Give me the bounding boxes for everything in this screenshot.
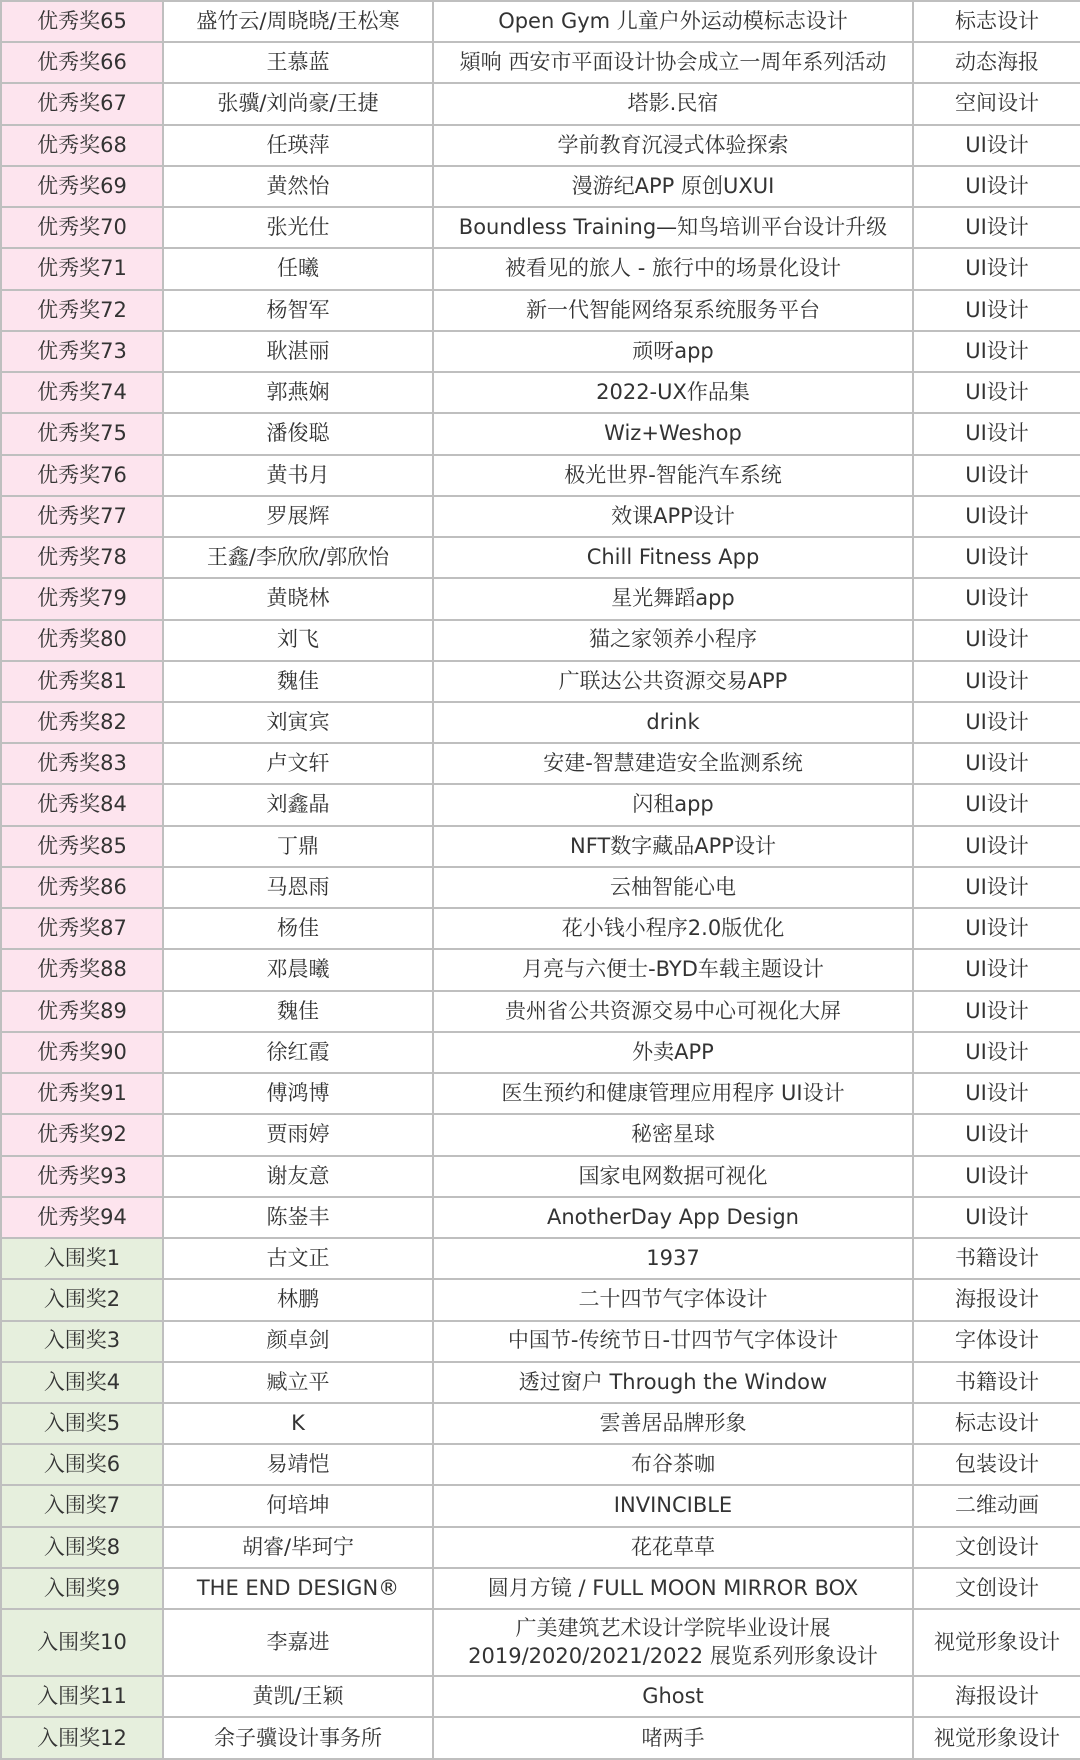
author-cell: 魏佳 xyxy=(163,991,433,1032)
table-row xyxy=(1,949,1080,990)
author-cell: 徐红霞 xyxy=(163,1032,433,1073)
category-cell: UI设计 xyxy=(913,1073,1080,1114)
category-cell: UI设计 xyxy=(913,702,1080,743)
work-title-cell: AnotherDay App Design xyxy=(433,1197,913,1238)
work-title-cell: 花花草草 xyxy=(433,1527,913,1568)
table-row xyxy=(1,1114,1080,1155)
table-row xyxy=(1,702,1080,743)
category-cell: 海报设计 xyxy=(913,1279,1080,1320)
category-cell: 动态海报 xyxy=(913,42,1080,83)
category-cell: UI设计 xyxy=(913,620,1080,661)
work-title-cell: 月亮与六便士-BYD车载主题设计 xyxy=(433,949,913,990)
category-cell: UI设计 xyxy=(913,1197,1080,1238)
table-row xyxy=(1,455,1080,496)
category-cell: 书籍设计 xyxy=(913,1238,1080,1279)
category-cell: UI设计 xyxy=(913,991,1080,1032)
table-row xyxy=(1,1485,1080,1526)
author-cell: 刘鑫晶 xyxy=(163,784,433,825)
author-cell: 王鑫/李欣欣/郭欣怡 xyxy=(163,537,433,578)
author-cell: 易靖恺 xyxy=(163,1444,433,1485)
award-cell: 优秀奖86 xyxy=(1,867,163,908)
category-cell: UI设计 xyxy=(913,1156,1080,1197)
award-cell: 优秀奖77 xyxy=(1,496,163,537)
author-cell: 盛竹云/周晓晓/王松寒 xyxy=(163,1,433,42)
category-cell: UI设计 xyxy=(913,496,1080,537)
work-title-cell: 圆月方镜 / FULL MOON MIRROR BOX xyxy=(433,1568,913,1609)
author-cell: 郭燕娴 xyxy=(163,372,433,413)
work-title-cell: 塔影.民宿 xyxy=(433,83,913,124)
category-cell: UI设计 xyxy=(913,1032,1080,1073)
category-cell: 标志设计 xyxy=(913,1,1080,42)
award-cell: 优秀奖70 xyxy=(1,207,163,248)
category-cell: 文创设计 xyxy=(913,1527,1080,1568)
category-cell: UI设计 xyxy=(913,166,1080,207)
category-cell: 书籍设计 xyxy=(913,1362,1080,1403)
category-cell: UI设计 xyxy=(913,826,1080,867)
table-row xyxy=(1,1238,1080,1279)
work-title-cell: 星光舞蹈app xyxy=(433,578,913,619)
author-cell: THE END DESIGN® xyxy=(163,1568,433,1609)
work-title-cell: 医生预约和健康管理应用程序 UI设计 xyxy=(433,1073,913,1114)
award-cell: 优秀奖91 xyxy=(1,1073,163,1114)
author-cell: 马恩雨 xyxy=(163,867,433,908)
award-cell: 优秀奖92 xyxy=(1,1114,163,1155)
table-row xyxy=(1,784,1080,825)
award-cell: 优秀奖83 xyxy=(1,743,163,784)
award-cell: 优秀奖81 xyxy=(1,661,163,702)
table-row xyxy=(1,290,1080,331)
table-row xyxy=(1,1073,1080,1114)
table-row xyxy=(1,413,1080,454)
table-row xyxy=(1,1,1080,42)
work-title-cell: INVINCIBLE xyxy=(433,1485,913,1526)
work-title-cell: drink xyxy=(433,702,913,743)
work-title-cell: 贵州省公共资源交易中心可视化大屏 xyxy=(433,991,913,1032)
author-cell: 潘俊聪 xyxy=(163,413,433,454)
awards-table-body xyxy=(1,1,1080,1759)
category-cell: 标志设计 xyxy=(913,1403,1080,1444)
award-cell: 入围奖7 xyxy=(1,1485,163,1526)
award-cell: 优秀奖85 xyxy=(1,826,163,867)
work-title-cell: 新一代智能网络泵系统服务平台 xyxy=(433,290,913,331)
author-cell: 胡睿/毕珂宁 xyxy=(163,1527,433,1568)
award-cell: 优秀奖73 xyxy=(1,331,163,372)
table-row xyxy=(1,620,1080,661)
table-row xyxy=(1,1279,1080,1320)
author-cell: 贾雨婷 xyxy=(163,1114,433,1155)
work-title-cell: NFT数字藏品APP设计 xyxy=(433,826,913,867)
work-title-cell: 学前教育沉浸式体验探索 xyxy=(433,125,913,166)
award-cell: 优秀奖79 xyxy=(1,578,163,619)
author-cell: 陈崟丰 xyxy=(163,1197,433,1238)
award-cell: 优秀奖67 xyxy=(1,83,163,124)
author-cell: 魏佳 xyxy=(163,661,433,702)
category-cell: UI设计 xyxy=(913,331,1080,372)
author-cell: 李嘉进 xyxy=(163,1609,433,1676)
work-title-cell: 猫之家领养小程序 xyxy=(433,620,913,661)
work-title-cell: Ghost xyxy=(433,1676,913,1717)
award-cell: 优秀奖72 xyxy=(1,290,163,331)
category-cell: 视觉形象设计 xyxy=(913,1609,1080,1676)
award-cell: 优秀奖68 xyxy=(1,125,163,166)
table-row xyxy=(1,1321,1080,1362)
category-cell: 二维动画 xyxy=(913,1485,1080,1526)
work-title-cell: 2022-UX作品集 xyxy=(433,372,913,413)
author-cell: 谢友意 xyxy=(163,1156,433,1197)
table-row xyxy=(1,1362,1080,1403)
author-cell: 张骥/刘尚豪/王捷 xyxy=(163,83,433,124)
table-row xyxy=(1,826,1080,867)
award-cell: 入围奖11 xyxy=(1,1676,163,1717)
category-cell: UI设计 xyxy=(913,207,1080,248)
category-cell: UI设计 xyxy=(913,743,1080,784)
award-cell: 优秀奖65 xyxy=(1,1,163,42)
award-cell: 优秀奖78 xyxy=(1,537,163,578)
award-cell: 优秀奖82 xyxy=(1,702,163,743)
author-cell: 任曦 xyxy=(163,248,433,289)
award-cell: 优秀奖90 xyxy=(1,1032,163,1073)
work-title-cell: 透过窗户 Through the Window xyxy=(433,1362,913,1403)
work-title-cell: Chill Fitness App xyxy=(433,537,913,578)
author-cell: 邓晨曦 xyxy=(163,949,433,990)
work-title-cell: 中国节-传统节日-廿四节气字体设计 xyxy=(433,1321,913,1362)
award-cell: 入围奖6 xyxy=(1,1444,163,1485)
award-cell: 入围奖9 xyxy=(1,1568,163,1609)
category-cell: 视觉形象设计 xyxy=(913,1717,1080,1759)
author-cell: 罗展辉 xyxy=(163,496,433,537)
table-row xyxy=(1,166,1080,207)
table-row xyxy=(1,991,1080,1032)
category-cell: UI设计 xyxy=(913,372,1080,413)
award-cell: 优秀奖74 xyxy=(1,372,163,413)
category-cell: UI设计 xyxy=(913,290,1080,331)
category-cell: 字体设计 xyxy=(913,1321,1080,1362)
award-cell: 优秀奖66 xyxy=(1,42,163,83)
award-cell: 入围奖4 xyxy=(1,1362,163,1403)
author-cell: 张光仕 xyxy=(163,207,433,248)
award-cell: 优秀奖76 xyxy=(1,455,163,496)
award-cell: 优秀奖69 xyxy=(1,166,163,207)
work-title-cell: 广联达公共资源交易APP xyxy=(433,661,913,702)
author-cell: 杨智军 xyxy=(163,290,433,331)
table-row xyxy=(1,1609,1080,1676)
work-title-cell: 啫两手 xyxy=(433,1717,913,1759)
work-title-cell: 被看见的旅人 - 旅行中的场景化设计 xyxy=(433,248,913,289)
table-row xyxy=(1,1197,1080,1238)
table-row xyxy=(1,1676,1080,1717)
category-cell: 文创设计 xyxy=(913,1568,1080,1609)
author-cell: 杨佳 xyxy=(163,908,433,949)
category-cell: UI设计 xyxy=(913,455,1080,496)
category-cell: UI设计 xyxy=(913,537,1080,578)
category-cell: UI设计 xyxy=(913,1114,1080,1155)
award-cell: 优秀奖71 xyxy=(1,248,163,289)
work-title-cell: 效课APP设计 xyxy=(433,496,913,537)
author-cell: 颜卓剑 xyxy=(163,1321,433,1362)
award-cell: 优秀奖94 xyxy=(1,1197,163,1238)
work-title-cell: 1937 xyxy=(433,1238,913,1279)
author-cell: 古文正 xyxy=(163,1238,433,1279)
category-cell: UI设计 xyxy=(913,413,1080,454)
table-row xyxy=(1,1527,1080,1568)
work-title-cell: 国家电网数据可视化 xyxy=(433,1156,913,1197)
category-cell: UI设计 xyxy=(913,661,1080,702)
award-cell: 入围奖2 xyxy=(1,1279,163,1320)
work-title-cell: Wiz+Weshop xyxy=(433,413,913,454)
award-cell: 入围奖1 xyxy=(1,1238,163,1279)
table-row xyxy=(1,1032,1080,1073)
table-row xyxy=(1,537,1080,578)
table-row xyxy=(1,1444,1080,1485)
author-cell: 耿湛丽 xyxy=(163,331,433,372)
author-cell: 王慕蓝 xyxy=(163,42,433,83)
table-row xyxy=(1,248,1080,289)
category-cell: UI设计 xyxy=(913,949,1080,990)
work-title-cell: 漫游纪APP 原创UXUI xyxy=(433,166,913,207)
author-cell: 黄凯/王颖 xyxy=(163,1676,433,1717)
table-row xyxy=(1,867,1080,908)
category-cell: UI设计 xyxy=(913,578,1080,619)
table-row xyxy=(1,1568,1080,1609)
author-cell: 黄晓林 xyxy=(163,578,433,619)
award-cell: 优秀奖88 xyxy=(1,949,163,990)
work-title-cell: 秘密星球 xyxy=(433,1114,913,1155)
category-cell: UI设计 xyxy=(913,867,1080,908)
award-cell: 优秀奖93 xyxy=(1,1156,163,1197)
category-cell: 海报设计 xyxy=(913,1676,1080,1717)
table-row xyxy=(1,1156,1080,1197)
table-row xyxy=(1,743,1080,784)
award-cell: 入围奖12 xyxy=(1,1717,163,1759)
work-title-cell: 外卖APP xyxy=(433,1032,913,1073)
table-row xyxy=(1,578,1080,619)
work-title-cell: 二十四节气字体设计 xyxy=(433,1279,913,1320)
table-row xyxy=(1,83,1080,124)
award-cell: 入围奖8 xyxy=(1,1527,163,1568)
table-row xyxy=(1,372,1080,413)
table-row xyxy=(1,42,1080,83)
table-row xyxy=(1,908,1080,949)
table-row xyxy=(1,661,1080,702)
award-cell: 优秀奖87 xyxy=(1,908,163,949)
table-row xyxy=(1,125,1080,166)
author-cell: 黄然怡 xyxy=(163,166,433,207)
category-cell: 空间设计 xyxy=(913,83,1080,124)
work-title-cell: 花小钱小程序2.0版优化 xyxy=(433,908,913,949)
category-cell: UI设计 xyxy=(913,908,1080,949)
table-row xyxy=(1,1717,1080,1759)
award-cell: 优秀奖89 xyxy=(1,991,163,1032)
award-cell: 入围奖10 xyxy=(1,1609,163,1676)
author-cell: 刘寅宾 xyxy=(163,702,433,743)
work-title-cell: 熲响 西安市平面设计协会成立一周年系列活动 xyxy=(433,42,913,83)
table-row xyxy=(1,207,1080,248)
award-cell: 优秀奖84 xyxy=(1,784,163,825)
work-title-cell: 闪租app xyxy=(433,784,913,825)
category-cell: 包装设计 xyxy=(913,1444,1080,1485)
work-title-cell: 顽呀app xyxy=(433,331,913,372)
author-cell: K xyxy=(163,1403,433,1444)
author-cell: 余子骥设计事务所 xyxy=(163,1717,433,1759)
author-cell: 刘飞 xyxy=(163,620,433,661)
author-cell: 傅鸿博 xyxy=(163,1073,433,1114)
author-cell: 黄书月 xyxy=(163,455,433,496)
work-title-cell: Open Gym 儿童户外运动模标志设计 xyxy=(433,1,913,42)
work-title-cell: 雲善居品牌形象 xyxy=(433,1403,913,1444)
work-title-cell: Boundless Training—知鸟培训平台设计升级 xyxy=(433,207,913,248)
work-title-cell: 布谷茶咖 xyxy=(433,1444,913,1485)
author-cell: 任瑛萍 xyxy=(163,125,433,166)
work-title-cell: 极光世界-智能汽车系统 xyxy=(433,455,913,496)
author-cell: 臧立平 xyxy=(163,1362,433,1403)
award-cell: 优秀奖75 xyxy=(1,413,163,454)
author-cell: 何培坤 xyxy=(163,1485,433,1526)
award-cell: 入围奖3 xyxy=(1,1321,163,1362)
work-title-cell: 云柚智能心电 xyxy=(433,867,913,908)
work-title-cell: 安建-智慧建造安全监测系统 xyxy=(433,743,913,784)
category-cell: UI设计 xyxy=(913,125,1080,166)
award-cell: 入围奖5 xyxy=(1,1403,163,1444)
category-cell: UI设计 xyxy=(913,784,1080,825)
award-cell: 优秀奖80 xyxy=(1,620,163,661)
table-row xyxy=(1,1403,1080,1444)
author-cell: 卢文轩 xyxy=(163,743,433,784)
category-cell: UI设计 xyxy=(913,248,1080,289)
work-title-cell: 广美建筑艺术设计学院毕业设计展 2019/2020/2021/2022 展览系列形象设计 xyxy=(433,1609,913,1676)
table-row xyxy=(1,331,1080,372)
table-row xyxy=(1,496,1080,537)
author-cell: 林鹏 xyxy=(163,1279,433,1320)
author-cell: 丁鼎 xyxy=(163,826,433,867)
